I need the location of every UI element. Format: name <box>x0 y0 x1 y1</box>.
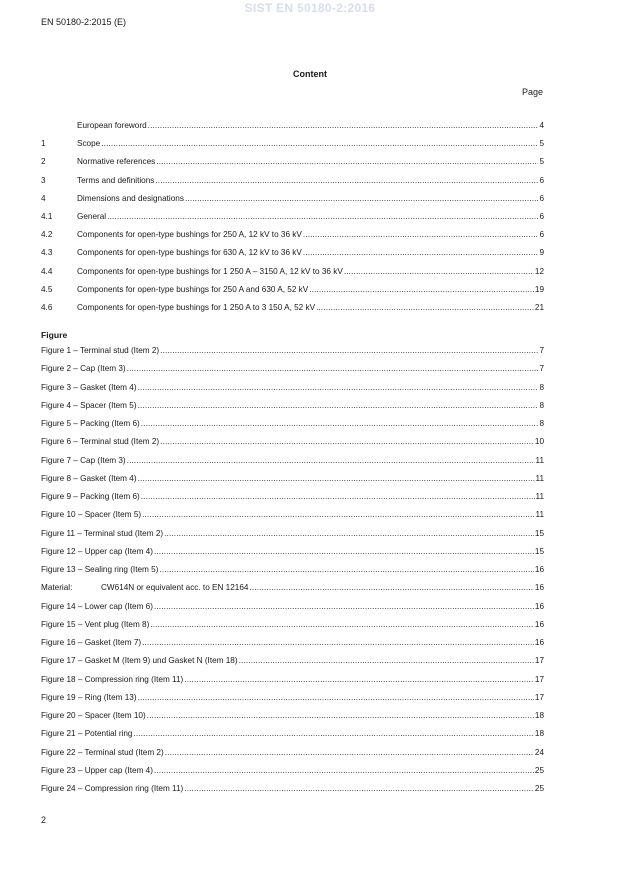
entry-page-number: 12 <box>534 266 544 276</box>
entry-page-number: 17 <box>534 692 544 702</box>
entry-title: Figure 16 – Gasket (Item 7) <box>41 638 142 647</box>
toc-entry[interactable] <box>41 120 544 131</box>
entry-title: Figure 17 – Gasket M (Item 9) und Gasket N (Item 18) <box>41 656 238 666</box>
toc-entry[interactable] <box>41 710 544 721</box>
entry-title: Components for open-type bushings for 250 A, 12 kV to 36 kV <box>77 230 302 240</box>
dot-leader <box>154 765 534 776</box>
dot-leader <box>309 284 534 295</box>
entry-page-number: 6 <box>539 212 544 221</box>
entry-page-number: 16 <box>534 638 544 647</box>
entry-page-number: 6 <box>539 193 544 203</box>
dot-leader <box>344 266 534 277</box>
entry-page-number: 17 <box>534 656 544 666</box>
entry-title: Figure 11 – Terminal stud (Item 2) <box>41 528 164 538</box>
entry-page-number: 17 <box>534 674 544 684</box>
dot-leader <box>138 400 539 411</box>
toc-entry[interactable] <box>41 436 544 447</box>
toc-entry[interactable] <box>41 728 544 739</box>
toc-entry[interactable] <box>41 400 544 411</box>
entry-title: Dimensions and designations <box>77 193 184 203</box>
dot-leader <box>160 345 538 356</box>
dot-leader <box>142 509 534 520</box>
entry-title: Figure 4 – Spacer (Item 5) <box>41 400 137 410</box>
entry-title: Figure 15 – Vent plug (Item 8) <box>41 619 150 629</box>
dot-leader <box>303 247 539 258</box>
entry-title: Figure 1 – Terminal stud (Item 2) <box>41 346 160 355</box>
dot-leader <box>127 363 539 374</box>
dot-leader <box>156 156 538 167</box>
toc-entry[interactable] <box>41 637 544 648</box>
dot-leader <box>141 418 539 429</box>
entry-title: European foreword <box>77 121 147 130</box>
footer-page-number: 2 <box>41 815 47 825</box>
entry-page-number: 18 <box>534 711 544 720</box>
entry-title: CW614N or equivalent acc. to EN 12164 <box>101 583 249 593</box>
dot-leader <box>239 655 534 666</box>
entry-page-number: 5 <box>539 139 544 149</box>
dot-leader <box>138 692 534 703</box>
toc-entry[interactable] <box>41 783 544 794</box>
toc-entry[interactable] <box>41 582 544 593</box>
dot-leader <box>127 455 535 466</box>
entry-title: Figure 10 – Spacer (Item 5) <box>41 510 142 520</box>
dot-leader <box>138 382 539 393</box>
dot-leader <box>138 473 535 484</box>
document-id: EN 50180-2:2015 (E) <box>41 17 127 27</box>
toc-entry[interactable] <box>41 193 544 204</box>
toc-entry[interactable] <box>41 156 544 167</box>
dot-leader <box>185 193 538 204</box>
entry-page-number: 8 <box>539 419 544 428</box>
figure-section-heading: Figure <box>41 330 68 340</box>
entry-title: Figure 5 – Packing (Item 6) <box>41 419 140 428</box>
entry-title: Components for open-type bushings for 1 250 A to 3 150 A, 52 kV <box>77 303 316 312</box>
toc-entry[interactable] <box>41 229 544 240</box>
toc-entry[interactable] <box>41 345 544 356</box>
dot-leader <box>155 175 538 186</box>
entry-title: Figure 8 – Gasket (Item 4) <box>41 473 137 483</box>
entry-page-number: 15 <box>534 546 544 556</box>
entry-number: 4.2 <box>41 230 53 240</box>
entry-page-number: 25 <box>534 784 544 793</box>
dot-leader <box>154 546 534 557</box>
entry-title: Figure 3 – Gasket (Item 4) <box>41 382 137 392</box>
toc-entry[interactable] <box>41 546 544 557</box>
toc-entry[interactable] <box>41 302 544 313</box>
entry-title: Figure 19 – Ring (Item 13) <box>41 692 137 702</box>
dot-leader <box>165 747 534 758</box>
entry-number: 4.6 <box>41 303 53 312</box>
entry-title: Figure 20 – Spacer (Item 10) <box>41 711 146 720</box>
entry-title: General <box>77 212 107 221</box>
toc-entry[interactable] <box>41 674 544 685</box>
entry-page-number: 6 <box>539 175 544 185</box>
entry-page-number: 4 <box>539 121 544 130</box>
entry-number: 3 <box>41 175 46 185</box>
entry-label: Material: <box>41 583 73 593</box>
toc-title: Content <box>293 69 327 79</box>
entry-page-number: 16 <box>534 601 544 611</box>
entry-title: Figure 6 – Terminal stud (Item 2) <box>41 437 160 447</box>
toc-entry[interactable] <box>41 266 544 277</box>
entry-page-number: 11 <box>535 455 544 465</box>
entry-title: Figure 21 – Potential ring <box>41 729 133 739</box>
toc-entry[interactable] <box>41 509 544 520</box>
toc-entry[interactable] <box>41 418 544 429</box>
entry-number: 2 <box>41 157 46 167</box>
dot-leader <box>184 783 534 794</box>
toc-entry[interactable] <box>41 655 544 666</box>
toc-entry[interactable] <box>41 455 544 466</box>
dot-leader <box>148 120 539 131</box>
entry-page-number: 5 <box>539 157 544 167</box>
toc-entry[interactable] <box>41 564 544 575</box>
entry-page-number: 10 <box>534 437 544 447</box>
dot-leader <box>142 637 534 648</box>
page-column-label: Page <box>522 87 544 97</box>
entry-title: Figure 13 – Sealing ring (Item 5) <box>41 565 159 574</box>
dot-leader <box>249 582 533 593</box>
entry-title: Components for open-type bushings for 250 A and 630 A, 52 kV <box>77 284 309 294</box>
entry-title: Components for open-type bushings for 1 250 A – 3150 A, 12 kV to 36 kV <box>77 266 343 276</box>
dot-leader <box>141 491 535 502</box>
dot-leader <box>159 564 533 575</box>
entry-page-number: 21 <box>534 303 544 312</box>
entry-title: Figure 7 – Cap (Item 3) <box>41 455 126 465</box>
entry-page-number: 25 <box>534 765 544 775</box>
dot-leader <box>160 436 534 447</box>
entry-page-number: 11 <box>535 510 544 520</box>
entry-page-number: 24 <box>534 747 544 757</box>
entry-title: Figure 22 – Terminal stud (Item 2) <box>41 747 164 757</box>
entry-title: Scope <box>77 139 101 149</box>
toc-entry[interactable] <box>41 382 544 393</box>
entry-title: Figure 14 – Lower cap (Item 6) <box>41 601 153 611</box>
dot-leader <box>303 229 539 240</box>
entry-title: Figure 23 – Upper cap (Item 4) <box>41 765 153 775</box>
dot-leader <box>316 302 534 313</box>
entry-title: Figure 24 – Compression ring (Item 11) <box>41 784 184 793</box>
dot-leader <box>164 528 534 539</box>
toc-entry[interactable] <box>41 601 544 612</box>
toc-entry[interactable] <box>41 765 544 776</box>
entry-title: Normative references <box>77 157 156 167</box>
toc-entry[interactable] <box>41 175 544 186</box>
entry-page-number: 11 <box>535 473 544 483</box>
dot-leader <box>150 619 534 630</box>
toc-entry[interactable] <box>41 473 544 484</box>
entry-title: Components for open-type bushings for 630 A, 12 kV to 36 kV <box>77 248 302 258</box>
entry-title: Figure 9 – Packing (Item 6) <box>41 492 140 501</box>
toc-entry[interactable] <box>41 247 544 258</box>
toc-entry[interactable] <box>41 363 544 374</box>
entry-page-number: 7 <box>539 364 544 374</box>
dot-leader <box>101 138 538 149</box>
watermark: SIST EN 50180-2:2016 <box>244 1 376 15</box>
entry-page-number: 9 <box>539 248 544 258</box>
toc-entry[interactable] <box>41 528 544 539</box>
entry-page-number: 16 <box>534 583 544 593</box>
toc-entry[interactable] <box>41 138 544 149</box>
entry-number: 4.5 <box>41 284 53 294</box>
entry-number: 4.1 <box>41 212 53 221</box>
toc-entry[interactable] <box>41 747 544 758</box>
entry-number: 4 <box>41 193 46 203</box>
dot-leader <box>107 211 538 222</box>
dot-leader <box>147 710 534 721</box>
toc-entry[interactable] <box>41 619 544 630</box>
entry-page-number: 11 <box>535 492 544 501</box>
toc-entry[interactable] <box>41 692 544 703</box>
entry-page-number: 7 <box>539 346 544 355</box>
entry-number: 1 <box>41 139 46 149</box>
dot-leader <box>133 728 533 739</box>
entry-title: Figure 18 – Compression ring (Item 11) <box>41 674 184 684</box>
entry-title: Figure 2 – Cap (Item 3) <box>41 364 126 374</box>
entry-page-number: 6 <box>539 230 544 240</box>
entry-title: Terms and definitions <box>77 175 155 185</box>
entry-page-number: 18 <box>534 729 544 739</box>
toc-entry[interactable] <box>41 491 544 502</box>
entry-page-number: 19 <box>534 284 544 294</box>
entry-number: 4.4 <box>41 266 53 276</box>
entry-number: 4.3 <box>41 248 53 258</box>
entry-page-number: 8 <box>539 382 544 392</box>
toc-entry[interactable] <box>41 211 544 222</box>
toc-entry[interactable] <box>41 284 544 295</box>
entry-page-number: 16 <box>534 619 544 629</box>
dot-leader <box>184 674 534 685</box>
entry-page-number: 15 <box>534 528 544 538</box>
entry-page-number: 8 <box>539 400 544 410</box>
dot-leader <box>154 601 534 612</box>
entry-page-number: 16 <box>534 565 544 574</box>
entry-title: Figure 12 – Upper cap (Item 4) <box>41 546 153 556</box>
